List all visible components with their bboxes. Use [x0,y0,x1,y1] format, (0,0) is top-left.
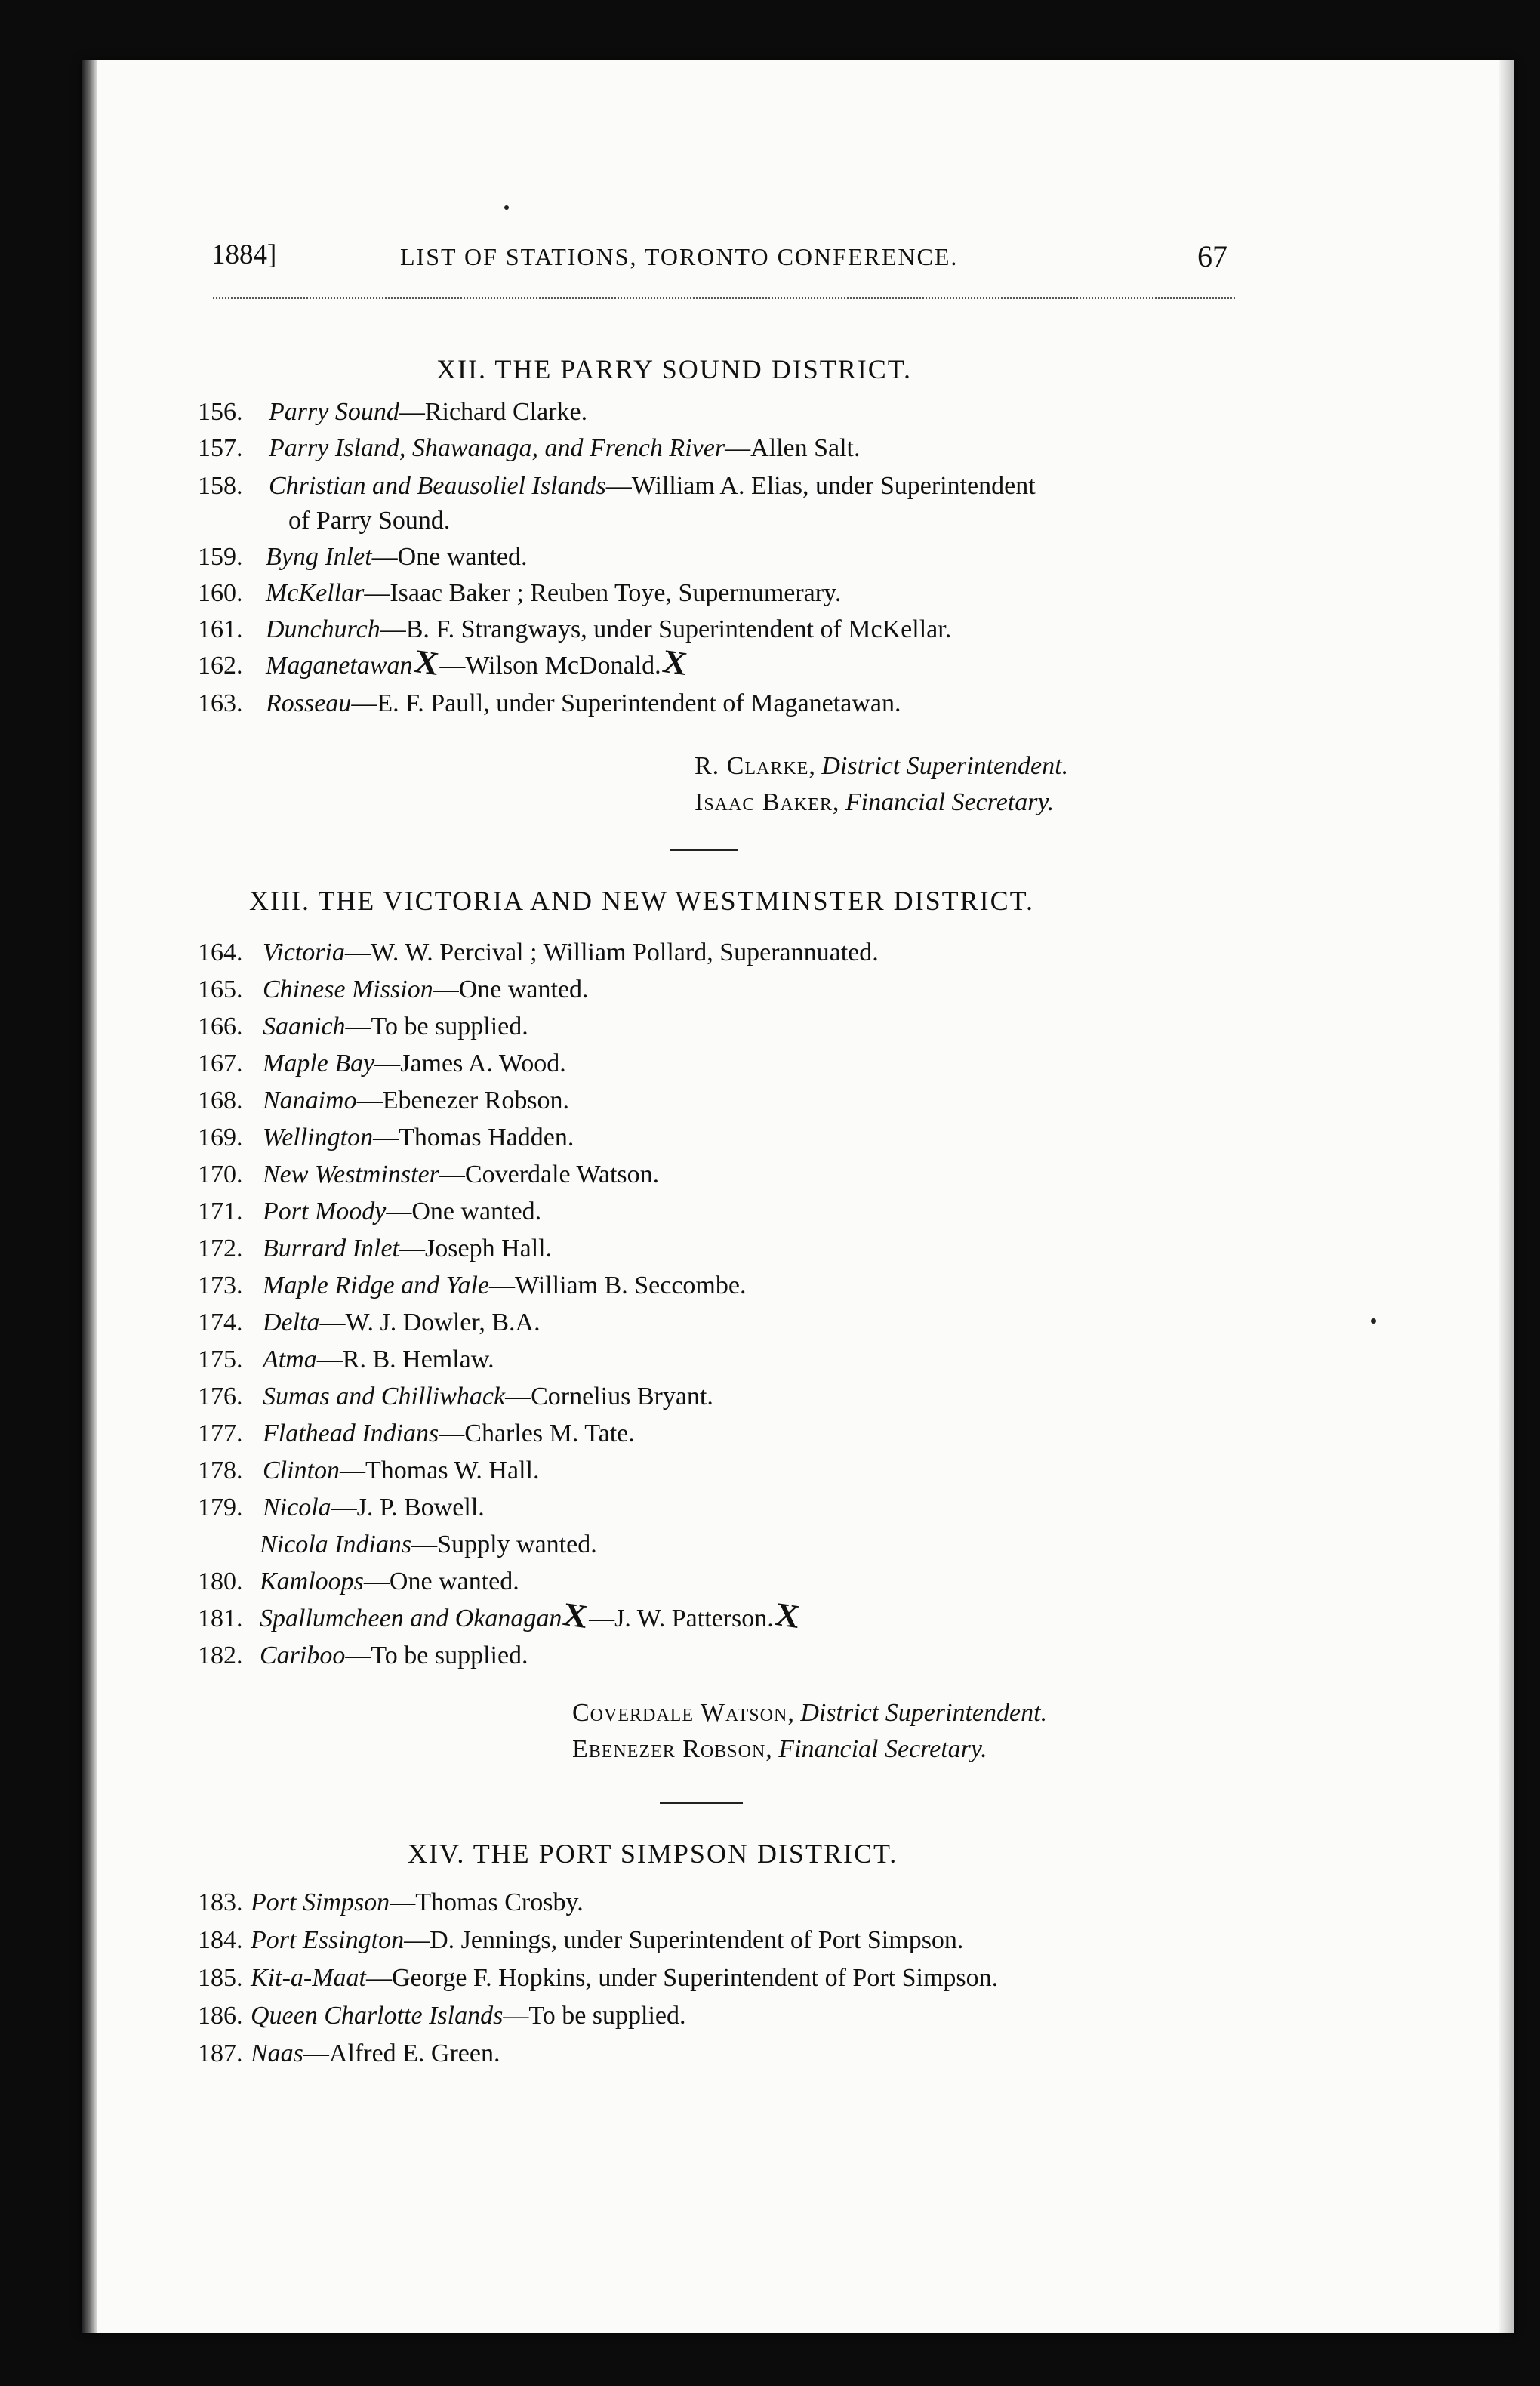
entry-place: New Westminster [263,1161,439,1188]
entry-place: Atma [263,1346,317,1373]
entry-place: Saanich [263,1013,346,1040]
entry-appointment: —J. W. Patterson. [589,1605,774,1632]
entry-place: Clinton [263,1457,340,1484]
entry-number: 160. [198,579,243,607]
entry-appointment: —J. P. Bowell. [331,1494,485,1521]
entry-number: 186. [198,2002,243,2030]
entry-appointment: —James A. Wood. [374,1050,566,1077]
entry-place: Flathead Indians [263,1420,439,1447]
ink-speck [504,205,509,210]
signature-line: Coverdale Watson, District Superintendent. [572,1699,1048,1727]
entry-appointment: —Isaac Baker ; Reuben Toye, Supernumerary. [364,579,842,607]
entry-place: Rosseau [266,689,352,717]
pencil-x-mark: X [411,643,441,683]
entry-place: Kit-a-Maat [251,1964,366,1992]
entry-number: 170. [198,1161,243,1188]
entry-number: 177. [198,1420,243,1447]
entry-place: Kamloops [260,1568,364,1595]
page-gutter-shadow [82,60,97,2333]
entry-place: Christian and Beausoliel Islands [269,472,606,500]
entry-appointment: —Charles M. Tate. [439,1420,635,1447]
pencil-x-mark: X [561,1595,590,1635]
entry-continuation-text: of Parry Sound. [288,507,451,535]
entry-number: 185. [198,1964,243,1992]
entry-place: Dunchurch [266,615,380,643]
entry-number: 166. [198,1013,243,1040]
signature-line: R. Clarke, District Superintendent. [695,752,1069,780]
entry-appointment: —One wanted. [433,976,589,1003]
entry-appointment: —To be supplied. [345,1642,528,1669]
page-number: 67 [1197,239,1227,273]
entry-number: 178. [198,1457,243,1484]
entry-appointment: —R. B. Hemlaw. [316,1346,494,1373]
entry-number: 163. [198,689,243,717]
entry-place: Byng Inlet [266,543,372,571]
entry-appointment: —Joseph Hall. [399,1235,553,1262]
entry-number: 187. [198,2039,243,2067]
entry-appointment: —Thomas W. Hall. [340,1457,540,1484]
ink-speck [1371,1318,1376,1324]
district-heading: XII. THE PARRY SOUND DISTRICT. [436,354,913,384]
entry-place: Chinese Mission [263,976,433,1003]
entry-number: 157. [198,434,243,462]
entry-number: 174. [198,1309,243,1336]
entry-place: Nicola [263,1494,331,1521]
entry-number: 156. [198,398,243,426]
entry-appointment: —Thomas Hadden. [373,1124,574,1151]
entry-place: Nicola Indians [260,1531,412,1558]
entry-appointment: —William B. Seccombe. [489,1272,747,1299]
entry-place: Maple Bay [263,1050,375,1077]
signatory-title: Financial Secretary. [778,1735,987,1763]
entry-appointment: —W. J. Dowler, B.A. [319,1309,541,1336]
signatory-name: Ebenezer Robson [572,1735,766,1763]
entry-number: 168. [198,1087,243,1114]
entry-place: Maganetawan [266,652,413,680]
entry-place: Victoria [263,939,345,966]
entry-number: 179. [198,1494,243,1521]
entry-number: 172. [198,1235,243,1262]
entry-appointment: —Coverdale Watson. [439,1161,660,1188]
entry-place: Maple Ridge and Yale [263,1272,489,1299]
entry-number: 161. [198,615,243,643]
entry-appointment: —To be supplied. [503,2002,686,2030]
entry-number: 182. [198,1642,243,1669]
entry-appointment: —To be supplied. [345,1013,528,1040]
entry-place: Port Moody [263,1198,387,1225]
entry-place: McKellar [266,579,365,607]
signatory-name: Isaac Baker [695,788,833,816]
entry-place: Nanaimo [263,1087,357,1114]
pencil-x-mark: X [772,1595,802,1635]
entry-appointment: —Cornelius Bryant. [505,1383,713,1410]
entry-appointment: —Supply wanted. [411,1531,597,1558]
entry-appointment: —One wanted. [363,1568,519,1595]
signature-line: Ebenezer Robson, Financial Secretary. [572,1735,987,1763]
running-head-year: 1884] [211,239,277,270]
entry-number: 181. [198,1605,243,1632]
entry-appointment: —Alfred E. Green. [303,2039,500,2067]
entry-appointment: —George F. Hopkins, under Superintendent of Port Simpson. [365,1964,999,1992]
entry-place: Cariboo [260,1642,346,1669]
section-rule [660,1802,743,1804]
signatory-title: Financial Secretary. [845,788,1055,816]
entry-place: Parry Island, Shawanaga, and French River [269,434,725,462]
entry-place: Spallumcheen and Okanagan [260,1605,562,1632]
entry-appointment: —One wanted. [386,1198,542,1225]
entry-appointment: —D. Jennings, under Superintendent of Port Simpson. [404,1926,964,1954]
entry-place: Queen Charlotte Islands [251,2002,504,2030]
entry-appointment: —Allen Salt. [725,434,861,462]
entry-place: Port Simpson [251,1888,390,1916]
entry-appointment: —One wanted. [371,543,528,571]
entry-number: 169. [198,1124,243,1151]
district-heading: XIII. THE VICTORIA AND NEW WESTMINSTER DISTRICT. [249,886,1034,916]
entry-number: 167. [198,1050,243,1077]
entry-place: Wellington [263,1124,374,1151]
entry-appointment: —W. W. Percival ; William Pollard, Superannuated. [344,939,879,966]
signatory-title: District Superintendent. [821,752,1069,780]
header-rule [213,297,1235,299]
entry-place: Burrard Inlet [263,1235,400,1262]
page-edge [1499,60,1514,2333]
entry-appointment: —B. F. Strangways, under Superintendent of McKellar. [380,615,952,643]
district-heading: XIV. THE PORT SIMPSON DISTRICT. [408,1839,898,1869]
running-head-title: LIST OF STATIONS, TORONTO CONFERENCE. [400,243,959,270]
entry-place: Parry Sound [269,398,399,426]
pencil-x-mark: X [660,643,689,683]
signatory-title: District Superintendent. [800,1699,1048,1727]
section-rule [670,849,738,851]
entry-number: 183. [198,1888,243,1916]
entry-number: 171. [198,1198,243,1225]
entry-appointment: —Thomas Crosby. [390,1888,584,1916]
entry-place: Naas [251,2039,303,2067]
entry-place: Port Essington [251,1926,405,1954]
signatory-name: R. Clarke [695,752,809,780]
signatory-name: Coverdale Watson [572,1699,788,1727]
entry-number: 180. [198,1568,243,1595]
signature-line: Isaac Baker, Financial Secretary. [695,788,1055,816]
entry-place: Sumas and Chilliwhack [263,1383,506,1410]
entry-appointment: —E. F. Paull, under Superintendent of Maganetawan. [351,689,901,717]
entry-number: 173. [198,1272,243,1299]
entry-appointment: —Wilson McDonald. [439,652,661,680]
entry-number: 164. [198,939,243,966]
entry-appointment: —William A. Elias, under Superintendent [605,472,1036,500]
entry-place: Delta [263,1309,320,1336]
entry-number: 162. [198,652,243,680]
entry-number: 158. [198,472,243,500]
entry-number: 176. [198,1383,243,1410]
entry-number: 159. [198,543,243,571]
entry-appointment: —Ebenezer Robson. [356,1087,570,1114]
entry-appointment: —Richard Clarke. [399,398,588,426]
entry-number: 165. [198,976,243,1003]
entry-number: 184. [198,1926,243,1954]
entry-number: 175. [198,1346,243,1373]
